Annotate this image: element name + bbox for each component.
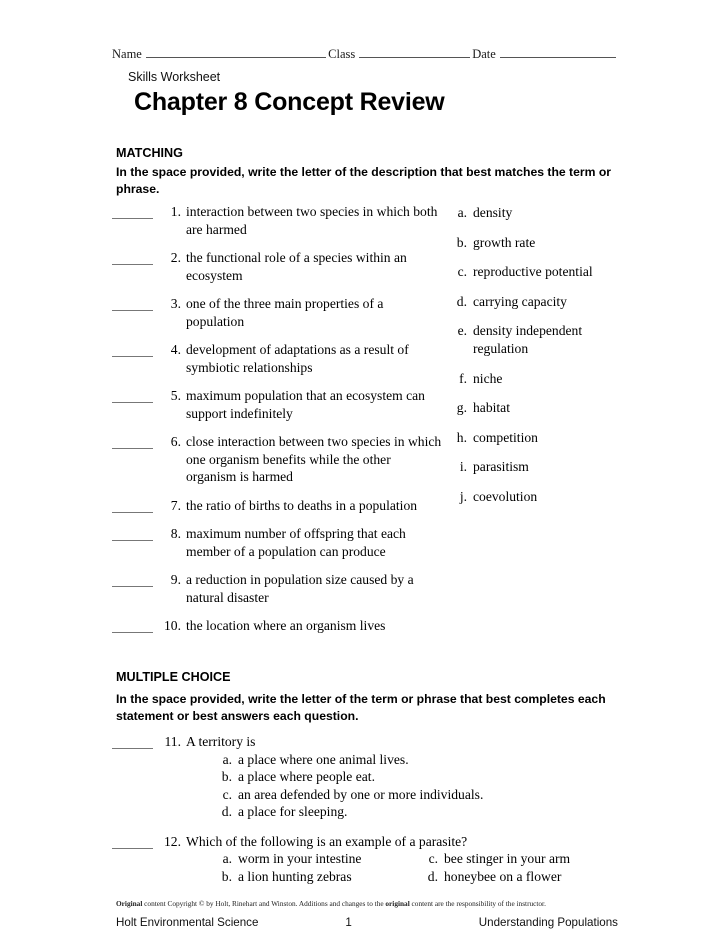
choice-letter: f. — [459, 370, 467, 386]
option-b[interactable] — [220, 868, 426, 886]
choice-letter: i. — [459, 459, 467, 474]
choice-text: density independent regulation — [473, 323, 583, 356]
multiple-choice-questions — [112, 733, 622, 897]
item-number: 3. — [170, 296, 181, 311]
item-text: one of the three main properties of a population — [186, 296, 384, 329]
item-number: 6. — [170, 434, 181, 449]
class-label: Class — [328, 47, 356, 61]
option-c[interactable] — [426, 850, 570, 868]
choice-letter: h. — [456, 429, 467, 445]
option-letter: d. — [221, 804, 232, 819]
name-label: Name — [112, 47, 142, 61]
option-text: bee stinger in your arm — [444, 851, 571, 866]
item-text: close interaction between two species in which one organism benefits while the other organism is harmed — [186, 434, 442, 484]
list-item — [452, 488, 632, 506]
option-text: worm in your intestine — [238, 851, 362, 866]
date-label: Date — [472, 47, 496, 61]
copyright-notice — [116, 899, 618, 908]
page-title: Chapter 8 Concept Review — [134, 88, 445, 116]
answer-blank[interactable] — [112, 527, 153, 541]
multiple-choice-section-heading: MULTIPLE CHOICE — [116, 670, 231, 684]
choice-text: density — [473, 205, 513, 220]
copyright-middle: content Copyright © by Holt, Rinehart and Winston. Additions and changes to the — [142, 899, 386, 908]
item-text: the location where an organism lives — [186, 618, 386, 633]
list-item — [112, 203, 442, 238]
option-b[interactable] — [220, 768, 375, 786]
list-item — [452, 234, 632, 252]
choice-text: reproductive potential — [473, 264, 593, 279]
item-number: 7. — [170, 497, 181, 513]
item-text: a reduction in population size caused by a natural disaster — [186, 572, 414, 605]
question-12 — [112, 833, 622, 886]
list-item — [112, 525, 442, 560]
copyright-bold-original: Original — [116, 899, 143, 908]
answer-blank[interactable] — [112, 251, 153, 265]
option-row — [220, 868, 622, 886]
list-item — [112, 571, 442, 606]
list-item — [112, 617, 442, 635]
question-stem — [112, 733, 622, 751]
list-item — [112, 295, 442, 330]
answer-blank[interactable] — [112, 735, 153, 749]
question-options — [220, 751, 622, 821]
choice-letter: d. — [456, 293, 467, 309]
option-letter: a. — [222, 751, 232, 767]
footer-book-title: Holt Environmental Science — [116, 916, 259, 929]
answer-blank[interactable] — [112, 499, 153, 513]
question-options — [220, 850, 622, 885]
option-row — [220, 751, 622, 769]
item-text: interaction between two species in which both are harmed — [186, 204, 438, 237]
option-row — [220, 786, 622, 804]
option-a[interactable] — [220, 751, 409, 769]
option-a[interactable] — [220, 850, 426, 868]
option-letter: c. — [428, 851, 438, 866]
choice-letter: j. — [459, 488, 467, 504]
option-letter: c. — [222, 786, 232, 802]
list-item — [452, 399, 632, 417]
item-number: 1. — [170, 204, 181, 219]
question-stem — [112, 833, 622, 851]
matching-items-list — [112, 203, 442, 646]
footer-page-number: 1 — [345, 916, 352, 929]
choice-text: parasitism — [473, 459, 529, 474]
list-item — [112, 433, 442, 486]
list-item — [112, 249, 442, 284]
option-letter: b. — [221, 868, 232, 884]
class-write-in-line[interactable] — [359, 46, 470, 58]
item-text: development of adaptations as a result of symbiotic relationships — [186, 342, 409, 375]
list-item — [452, 293, 632, 311]
option-row — [220, 768, 622, 786]
choice-text: growth rate — [473, 234, 536, 250]
list-item — [452, 370, 632, 388]
item-text: maximum number of offspring that each member of a population can produce — [186, 526, 406, 559]
identification-line — [112, 46, 618, 62]
question-11 — [112, 733, 622, 821]
worksheet-kicker: Skills Worksheet — [128, 70, 221, 84]
list-item — [452, 322, 632, 358]
matching-instructions: In the space provided, write the letter of the description that best matches the term or phrase. — [116, 165, 612, 196]
choice-text: carrying capacity — [473, 293, 567, 309]
list-item — [452, 204, 632, 222]
matching-choice-bank — [452, 204, 632, 517]
option-text: a place for sleeping. — [238, 804, 348, 819]
list-item — [112, 341, 442, 376]
choice-letter: c. — [457, 264, 467, 279]
item-number: 9. — [170, 572, 181, 587]
item-number: 8. — [170, 526, 181, 541]
question-number: 12. — [164, 833, 181, 849]
choice-letter: b. — [456, 234, 467, 250]
option-text: a place where people eat. — [238, 769, 375, 784]
choice-text: competition — [473, 429, 538, 445]
answer-blank[interactable] — [112, 205, 153, 219]
list-item — [452, 458, 632, 476]
option-letter: a. — [222, 851, 232, 866]
answer-blank[interactable] — [112, 297, 153, 311]
answer-blank[interactable] — [112, 435, 153, 449]
choice-letter: e. — [457, 323, 467, 338]
question-text: A territory is — [186, 734, 256, 749]
question-number: 11. — [164, 734, 181, 749]
date-write-in-line[interactable] — [500, 46, 616, 58]
option-letter: d. — [427, 868, 438, 884]
choice-text: coevolution — [473, 488, 538, 504]
option-d[interactable] — [220, 803, 347, 821]
item-text: the functional role of a species within an ecosystem — [186, 250, 407, 283]
item-number: 2. — [170, 250, 181, 265]
choice-letter: a. — [457, 205, 467, 220]
option-d[interactable] — [426, 868, 561, 886]
matching-section-heading: MATCHING — [116, 146, 183, 160]
answer-blank[interactable] — [112, 835, 153, 849]
option-text: a place where one animal lives. — [238, 751, 409, 767]
copyright-end: content are the responsibility of the instructor. — [409, 899, 546, 908]
option-row — [220, 850, 622, 868]
option-text: honeybee on a flower — [444, 868, 562, 884]
list-item — [452, 263, 632, 281]
choice-text: habitat — [473, 400, 510, 415]
item-text: the ratio of births to deaths in a population — [186, 497, 418, 513]
question-text: Which of the following is an example of a parasite? — [186, 833, 468, 849]
multiple-choice-instructions: In the space provided, write the letter of the term or phrase that best completes each statement or best answers each question. — [116, 692, 606, 723]
option-letter: b. — [221, 769, 232, 784]
page-footer — [116, 916, 618, 929]
list-item — [452, 429, 632, 447]
option-c[interactable] — [220, 786, 483, 804]
answer-blank[interactable] — [112, 573, 153, 587]
option-row — [220, 803, 622, 821]
item-text: maximum population that an ecosystem can support indefinitely — [186, 388, 425, 421]
name-write-in-line[interactable] — [146, 46, 326, 58]
list-item — [112, 387, 442, 422]
item-number: 10. — [164, 618, 181, 633]
list-item — [112, 497, 442, 515]
copyright-bold-original-2: original — [385, 899, 410, 908]
footer-chapter-name: Understanding Populations — [478, 916, 618, 929]
answer-blank[interactable] — [112, 619, 153, 633]
item-number: 5. — [170, 388, 181, 403]
option-text: an area defended by one or more individuals. — [238, 786, 484, 802]
answer-blank[interactable] — [112, 389, 153, 403]
choice-letter: g. — [456, 400, 467, 415]
choice-text: niche — [473, 370, 503, 386]
answer-blank[interactable] — [112, 343, 153, 357]
option-text: a lion hunting zebras — [238, 868, 352, 884]
item-number: 4. — [170, 342, 181, 357]
